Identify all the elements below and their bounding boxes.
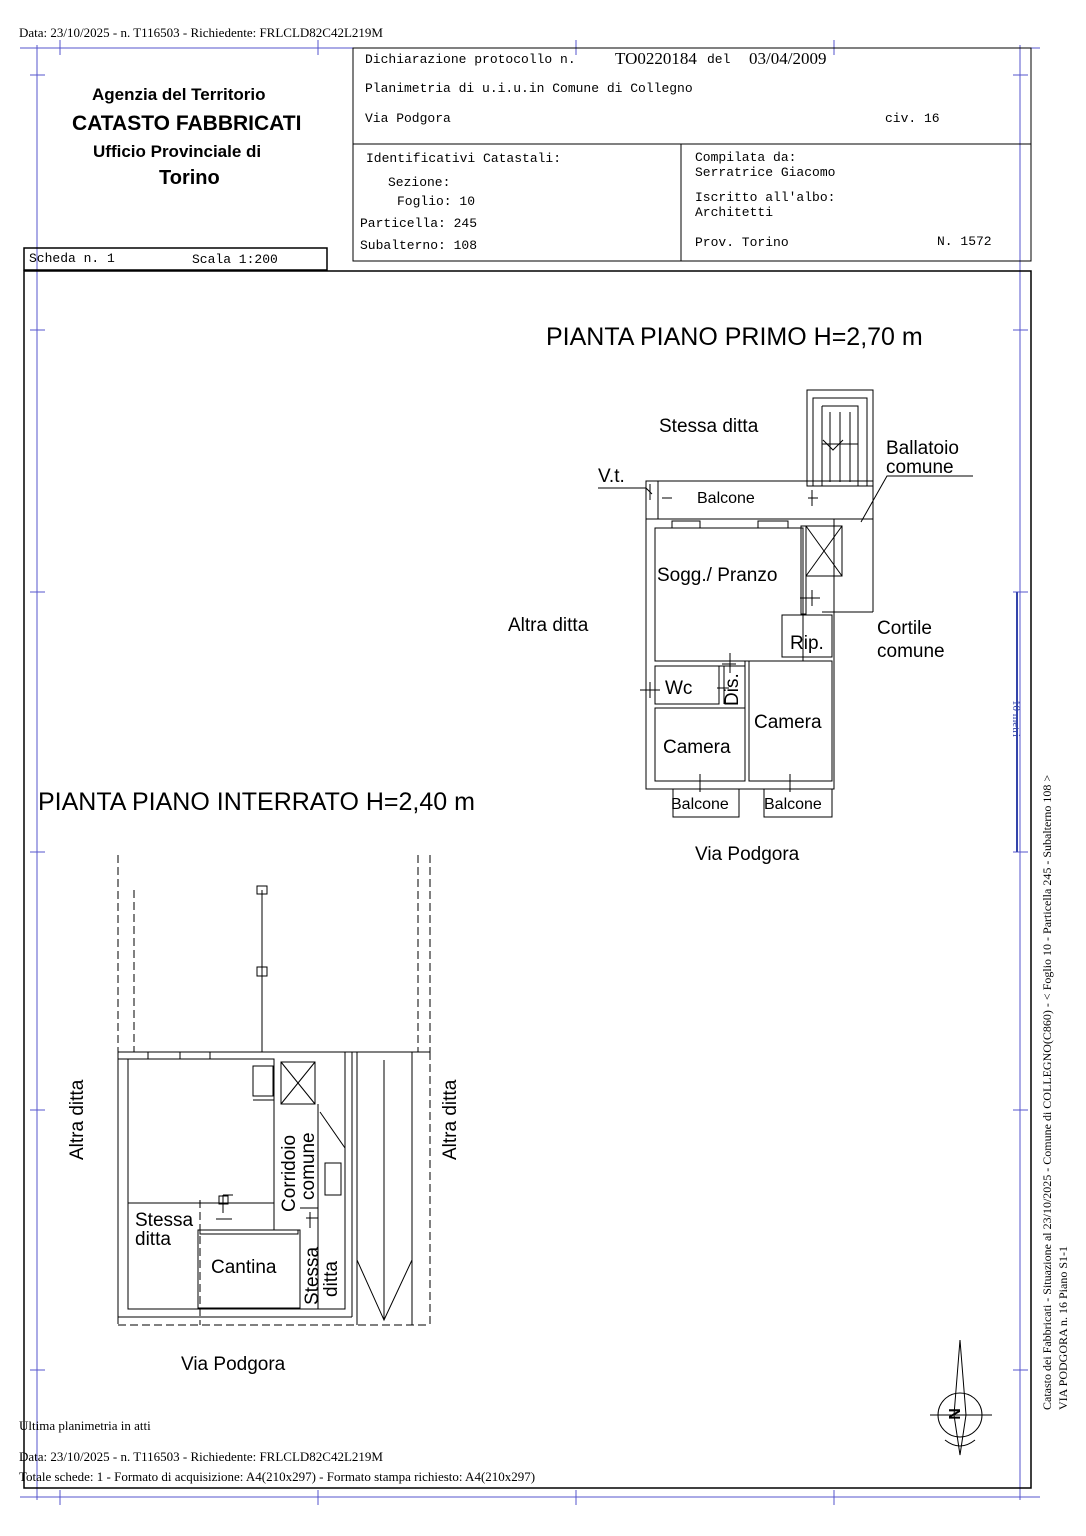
label-stessa-3: Stessa [302,1246,323,1305]
street-line: Via Podgora [365,111,451,126]
side-situation-text: Catasto dei Fabbricati - Situazione al 23/10/2025 - Comune di COLLEGNO(C860) - < Foglio 10 - Particella 245 - Subalterno 108 > [1040,774,1054,1410]
sezione: Sezione: [388,175,451,190]
north-compass-icon [930,1340,992,1455]
label-via-first: Via Podgora [695,844,800,865]
identifiers-title: Identificativi Catastali: [366,151,562,166]
del-label: del [707,52,731,67]
label-stessa-2: ditta [135,1229,171,1250]
label-ballatoio-comune: comune [886,457,954,478]
label-rip: Rip. [790,633,824,654]
albo-number: N. 1572 [937,234,992,249]
label-altra-ditta: Altra ditta [508,615,589,636]
albo-value: Architetti [695,205,774,220]
office-line-1: Agenzia del Territorio [92,85,266,104]
protocol-number: TO0220184 [615,49,697,68]
office-line-4: Torino [159,167,220,189]
main-frame [24,271,1031,1488]
label-via-basement: Via Podgora [181,1354,286,1375]
blue-guide-frame [20,40,1040,1505]
label-stessa-ditta: Stessa ditta [659,416,759,437]
label-cortile-comune: comune [877,641,945,662]
label-cortile: Cortile [877,618,932,639]
footer-data: Data: 23/10/2025 - n. T116503 - Richiedente: FRLCLD82C42L219M [19,1449,383,1464]
top-meta-line: Data: 23/10/2025 - n. T116503 - Richiedente: FRLCLD82C42L219M [19,25,383,40]
label-camera-right: Camera [754,712,822,733]
albo-label: Iscritto all'albo: [695,190,836,205]
label-vt: V.t. [598,466,625,487]
label-camera-left: Camera [663,737,731,758]
office-line-2: CATASTO FABBRICATI [72,112,302,135]
side-address-text: VIA PODGORA n. 16 Piano S1-1 [1056,1245,1070,1410]
label-stessa-4: ditta [321,1261,342,1297]
basement-title: PIANTA PIANO INTERRATO H=2,40 m [38,788,475,816]
scheda-number: Scheda n. 1 [29,251,115,266]
subalterno: Subalterno: 108 [360,238,478,253]
label-balcone-left: Balcone [671,796,729,813]
scale: Scala 1:200 [192,252,278,267]
label-ballatoio: Ballatoio [886,438,959,459]
protocol-date: 03/04/2009 [749,49,827,68]
footer-totale: Totale schede: 1 - Formato di acquisizione: A4(210x297) - Formato stampa richiesto: A4(210x297) [19,1469,536,1484]
foglio: Foglio: 10 [397,194,476,209]
label-sogg-pranzo: Sogg./ Pranzo [657,565,778,586]
label-dis: Dis. [722,673,743,706]
protocol-label: Dichiarazione protocollo n. [365,52,576,67]
label-balcone-top: Balcone [697,490,755,507]
compass-n-label: N [946,1408,964,1420]
particella: Particella: 245 [360,216,478,231]
civic-number: civ. 16 [885,111,940,126]
province: Prov. Torino [695,235,789,250]
label-wc: Wc [665,678,693,699]
label-corridoio: Corridoio [279,1134,300,1212]
office-line-3: Ufficio Provinciale di [93,142,262,161]
basement-plan [118,855,430,1325]
compiled-name: Serratrice Giacomo [695,165,836,180]
compiled-label: Compilata da: [695,150,797,165]
label-cantina: Cantina [211,1257,277,1278]
planimetria-line: Planimetria di u.i.u.in Comune di Collegno [365,81,693,96]
label-balcone-right: Balcone [764,796,822,813]
first-floor-title: PIANTA PIANO PRIMO H=2,70 m [546,323,923,351]
footer-ultima: Ultima planimetria in atti [19,1418,151,1433]
label-altra-right: Altra ditta [440,1079,461,1160]
label-stessa-1: Stessa [135,1210,194,1231]
label-corridoio-comune: comune [298,1132,319,1200]
scale-bar-label: 10 metri [1010,700,1022,737]
label-altra-left: Altra ditta [67,1079,88,1160]
